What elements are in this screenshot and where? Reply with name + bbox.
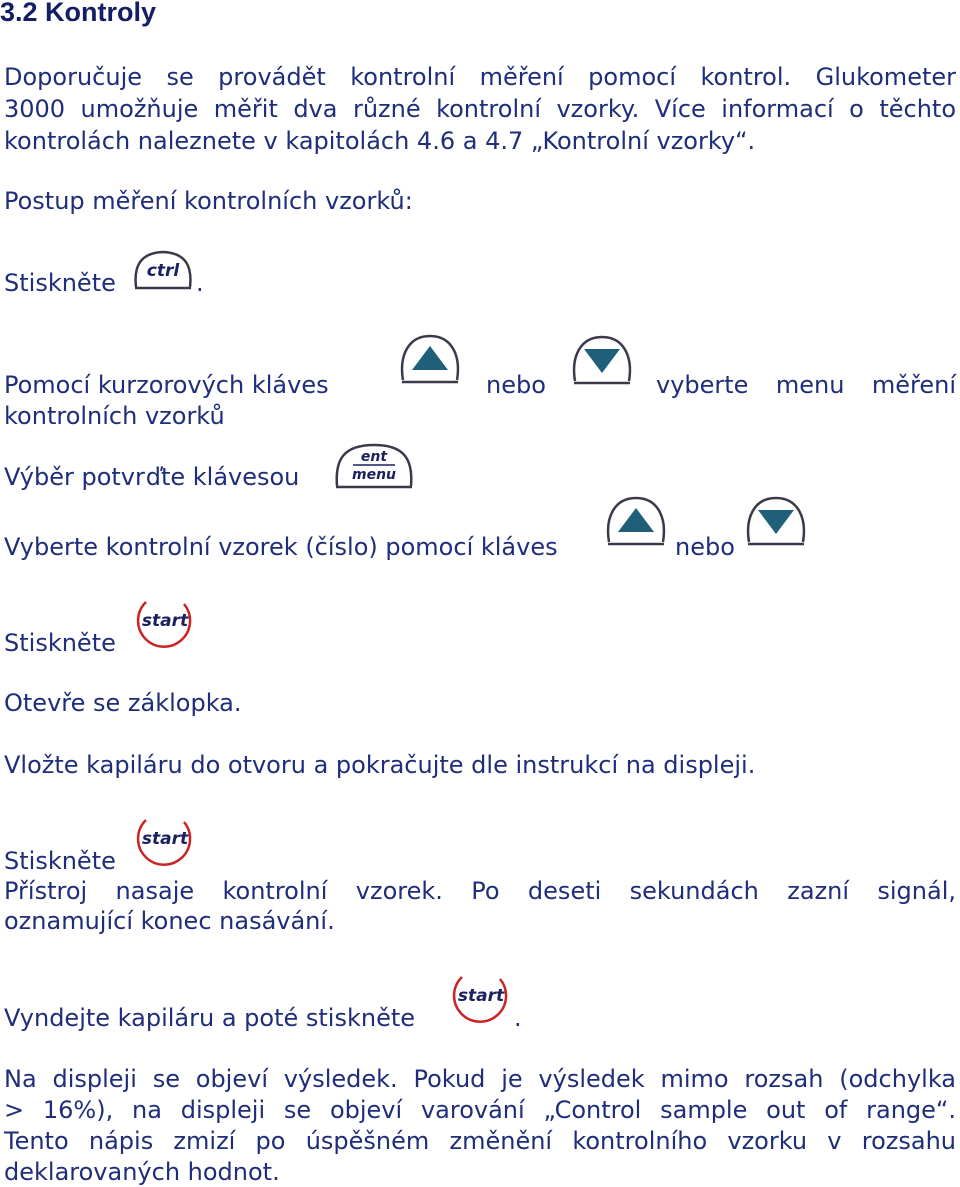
sample-text: Vyberte kontrolní vzorek (číslo) pomocí kláves <box>4 533 558 561</box>
sample-arrow-up-key-icon <box>604 494 668 552</box>
sample-arrow-down-key-icon <box>744 494 808 552</box>
start-key-label-2: start <box>141 829 189 849</box>
insert-text: Vložte kapiláru do otvoru a pokračujte dle instrukcí na displeji. <box>4 751 756 779</box>
step-ctrl-text: Stiskněte <box>4 269 116 297</box>
ctrl-key-label: ctrl <box>146 261 180 281</box>
ctrl-key-icon <box>132 247 194 293</box>
procedure-title: Postup měření kontrolních vzorků: <box>4 187 413 215</box>
start-key-icon-2 <box>132 808 194 870</box>
result-line-3: Tento nápis zmizí po úspěšném změnění kontrolního vzorku v rozsahu <box>4 1127 956 1155</box>
suck-line-1: Přístroj nasaje kontrolní vzorek. Po deseti sekundách zazní signál, <box>4 877 956 905</box>
section-heading: 3.2 Kontroly <box>0 0 157 27</box>
step-ctrl-period: . <box>196 269 204 297</box>
arrow-down-key-icon <box>570 333 634 391</box>
intro-line-1: Doporučuje se provádět kontrolní měření pomocí kontrol. Glukometer <box>4 63 956 91</box>
start1-text: Stiskněte <box>4 629 116 657</box>
start-key-label: start <box>141 611 189 631</box>
confirm-text: Výběr potvrďte klávesou <box>4 463 300 491</box>
open-text: Otevře se záklopka. <box>4 689 242 717</box>
suck-line-2: oznamující konec nasávání. <box>4 907 335 935</box>
start-key-label-3: start <box>457 986 505 1006</box>
menu-key-label: menu <box>351 467 397 483</box>
intro-line-3: kontrolách naleznete v kapitolách 4.6 a 4.7 „Kontrolní vzorky“. <box>4 127 756 155</box>
remove-text: Vyndejte kapiláru a poté stiskněte <box>4 1004 416 1032</box>
result-line-1: Na displeji se objeví výsledek. Pokud je výsledek mimo rozsah (odchylka <box>4 1065 956 1093</box>
start-key-icon-3 <box>448 965 510 1027</box>
start-key-icon <box>132 590 194 652</box>
ent-menu-key-icon <box>333 440 415 492</box>
intro-line-2: 3000 umožňuje měřit dva různé kontrolní vzorky. Více informací o těchto <box>4 95 956 123</box>
remove-period: . <box>514 1004 522 1032</box>
arrow-up-key-icon <box>398 332 462 390</box>
cursor-text-or: nebo <box>486 371 546 399</box>
ent-key-label: ent <box>360 449 388 465</box>
cursor-text-1: Pomocí kurzorových kláves <box>4 371 329 399</box>
start2-text: Stiskněte <box>4 847 116 875</box>
cursor-text-line2: kontrolních vzorků <box>4 402 225 430</box>
result-line-4: deklarovaných hodnot. <box>4 1158 280 1186</box>
cursor-text-3: vyberte menu měření <box>656 371 956 399</box>
result-line-2: > 16%), na displeji se objeví varování „Control sample out of range“. <box>4 1096 956 1124</box>
sample-text-or: nebo <box>675 533 735 561</box>
